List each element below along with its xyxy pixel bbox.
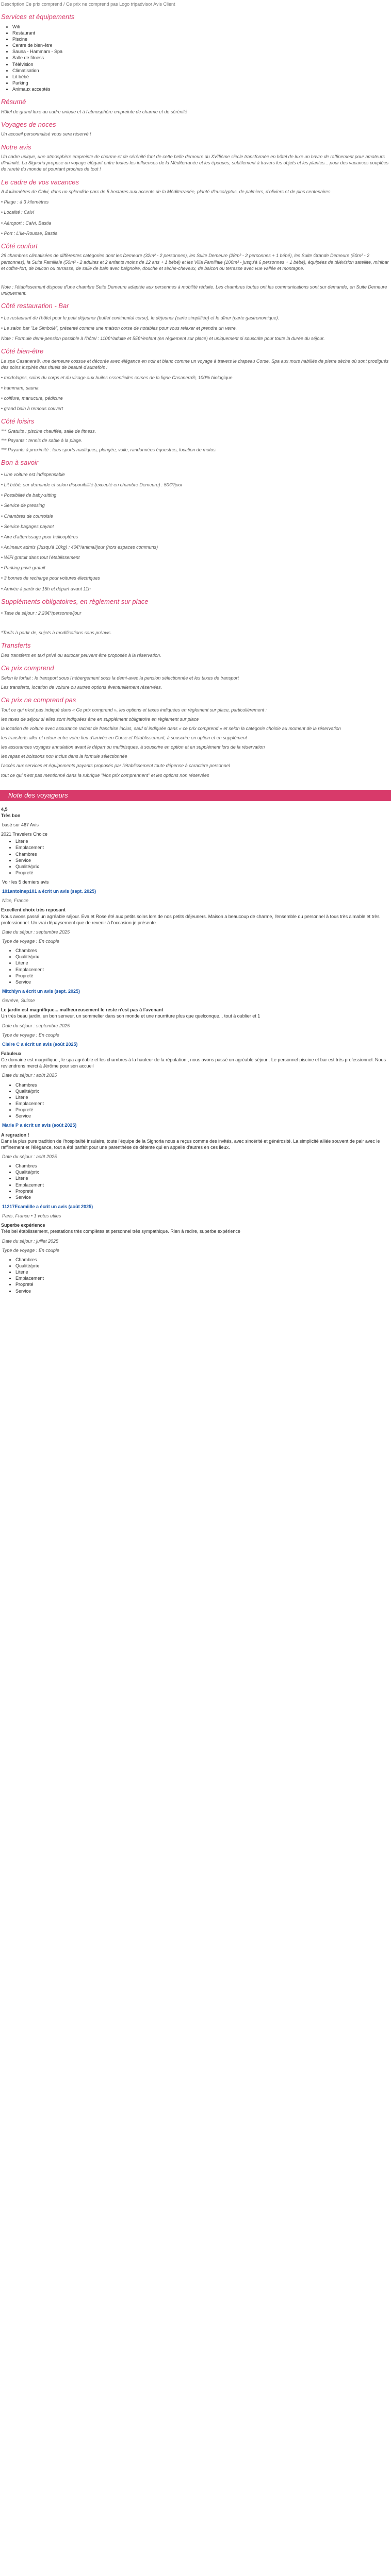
review-item xyxy=(1,1122,390,1200)
bien-list xyxy=(1,375,390,412)
review-text: Nous avons passé un agréable séjour. Eva et Rose été aux petits soins lors de nos petits déjeuners. Maison a beaucoup de charme, l'ensemble du personnel à tous très aimable et très professionnel. Un vrai dépaysement que de revenir à l'occasion je présente. xyxy=(1,913,380,925)
supp-note: *Tarifs à partir de, sujets à modifications sans préavis. xyxy=(1,630,112,636)
list-item: • Qualité/prix xyxy=(15,1263,390,1269)
necomprend-p2: les taxes de séjour si elles sont indiquées être en supplément obligatoire en règlement sur place xyxy=(1,716,199,722)
review-date: Date du séjour : août 2025 xyxy=(2,1073,57,1078)
loisirs-gratuits: *** Gratuits : piscine chauffée, salle de fitness. xyxy=(1,428,96,434)
resume-title: Résumé xyxy=(1,98,26,106)
services-title: Services et équipements xyxy=(1,13,75,21)
review-item xyxy=(1,1041,390,1120)
list-item: • Literie xyxy=(15,838,390,844)
list-item: • hammam, sauna xyxy=(1,385,390,391)
list-item: • Piscine xyxy=(12,36,391,42)
review-location: Paris, France • 1 votes utiles xyxy=(2,1213,61,1219)
list-item: • Le salon bar "Le Simbolè", présenté comme une maison corse de notables pour vous relaxer et prendre un verre. xyxy=(1,325,390,331)
list-item: • Qualité/prix xyxy=(15,954,390,960)
review-count-link[interactable]: Voir les 5 derniers avis xyxy=(2,879,49,885)
list-item: • Emplacement xyxy=(15,1100,390,1107)
list-item: • Chambres xyxy=(15,947,390,954)
review-item xyxy=(1,1204,390,1294)
list-item: • 3 bornes de recharge pour voitures électriques xyxy=(1,575,390,581)
list-item: • Lit bébé, sur demande et selon disponibilité (excepté en chambre Demeure) : 50€*/jour xyxy=(1,482,390,488)
comprend-title: Ce prix comprend xyxy=(1,664,54,672)
review-title: Le jardin est magnifique... malheureusement le reste n'est pas à l'avenant xyxy=(1,1007,164,1013)
list-item: • Chambres xyxy=(15,1163,390,1169)
list-item: • modelages, soins du corps et du visage aux huiles essentielles corses de la ligne Casanera®, 100% biologique xyxy=(1,375,390,381)
review-author[interactable]: 11217Ecamiille a écrit un avis (août 2025) xyxy=(2,1204,93,1209)
list-item: • Chambres xyxy=(15,1257,390,1263)
list-item: • grand bain à remous couvert xyxy=(1,405,390,412)
comprend-p1: Selon le forfait : le transport sous l'hébergement sous la demi-avec la pension sélectionnée et les taxes de transport xyxy=(1,675,239,681)
review-text: Un très beau jardin, un bon serveur, un sommelier dans son monde et une nourriture plus que quelconque... tout à oublier et 1 xyxy=(1,1013,260,1019)
list-item: • Port : L'Ile-Rousse, Bastia xyxy=(1,230,390,236)
resto-title: Côté restauration - Bar xyxy=(1,302,69,310)
review-based: basé sur 467 Avis xyxy=(2,822,39,827)
review-location: Genève, Suisse xyxy=(2,998,35,1004)
review-title: Fabuleux xyxy=(1,1051,22,1057)
review-date: Date du séjour : septembre 2025 xyxy=(2,929,70,935)
confort-p2: Note : l'établissement dispose d'une chambre Suite Demeure adaptée aux personnes à mobilité réduite. Les chambres toutes ont les communications sont sur demande, en Suite Demeure uniquement. xyxy=(1,284,387,296)
review-author[interactable]: Marie P a écrit un avis (août 2025) xyxy=(2,1123,77,1128)
list-item: • Aire d'atterrissage pour hélicoptères xyxy=(1,534,390,540)
loisirs-title: Côté loisirs xyxy=(1,417,35,426)
avis-title: Notre avis xyxy=(1,143,31,151)
list-item: • Emplacement xyxy=(15,967,390,973)
list-item: • Service xyxy=(15,1113,390,1119)
list-item: • Aéroport : Calvi, Bastia xyxy=(1,220,390,226)
list-item: • Sauna - Hammam - Spa xyxy=(12,48,391,55)
necomprend-p8: tout ce qui n'est pas mentionné dans la rubrique "Nos prix comprennent" et les options non réservées xyxy=(1,772,209,778)
list-item: • Animaux admis (Jusqu'à 10kg) : 40€*/animal/jour (hors espaces communs) xyxy=(1,544,390,550)
review-award: 2021 Travelers Choice xyxy=(1,832,48,837)
list-item: • coiffure, manucure, pédicure xyxy=(1,395,390,401)
review-title: Superbe expérience xyxy=(1,1223,45,1228)
reviews-banner-title: Note des voyageurs xyxy=(8,791,68,799)
review-criteria xyxy=(8,838,390,876)
list-item: • Chambres de courtoisie xyxy=(1,513,390,519)
savoir-list xyxy=(1,471,390,592)
review-item xyxy=(1,988,390,1038)
list-item: • Qualité/prix xyxy=(15,1088,390,1094)
list-item: • Emplacement xyxy=(15,1182,390,1188)
voyages-text: Un accueil personnalisé vous sera réservé ! xyxy=(1,131,91,137)
list-item: • Localité : Calvi xyxy=(1,209,390,215)
list-item: • Propreté xyxy=(15,973,390,979)
list-item: • Service xyxy=(15,979,390,985)
list-item: • Propreté xyxy=(15,1107,390,1113)
necomprend-p7: l'accès aux services et équipements payants proposés par l'établissement toute dépense à caractère personnel xyxy=(1,763,230,769)
review-type: Type de voyage : En couple xyxy=(2,939,59,944)
review-criteria xyxy=(8,1082,390,1120)
voyages-title: Voyages de noces xyxy=(1,120,56,128)
list-item: • Centre de bien-être xyxy=(12,42,391,48)
list-item: • Chambres xyxy=(15,1082,390,1088)
bien-intro: Le spa Casanera®, une demeure cossue et décorée avec élégance en noir et blanc comme un voyage à travers le drapeau Corse. Spa aux murs habillés de pierre sèche où sont prodigués des soins inspirés des rituels de beauté d'autrefois : xyxy=(1,358,389,370)
list-item: • Emplacement xyxy=(15,1275,390,1281)
resto-list xyxy=(1,315,390,331)
review-score: 4,5 xyxy=(1,806,8,812)
review-title: Excellent choix très reposant xyxy=(1,907,66,913)
review-type: Type de voyage : En couple xyxy=(2,1032,59,1038)
cadre-list xyxy=(1,199,390,236)
necomprend-p6: les repas et boissons non inclus dans la formule sélectionnée xyxy=(1,754,127,759)
review-date: Date du séjour : septembre 2025 xyxy=(2,1023,70,1028)
review-text: Ce domaine est magnifique , le spa agréable et les chambres à la hauteur de la réputation , nous avons passé un agréable séjour . Le personnel piscine et bar est très professionnel. Nous reviendrons merci à Jérôme pour son accueil xyxy=(1,1057,386,1069)
list-item: • Parking privé gratuit xyxy=(1,565,390,571)
list-item: • Qualité/prix xyxy=(15,863,390,870)
savoir-title: Bon à savoir xyxy=(1,459,39,467)
review-score-label: Très bon xyxy=(1,812,21,818)
necomprend-p1: Tout ce qui n'est pas indiqué dans « Ce prix comprend », les options et taxes indiquées en règlement sur place, particulièrement : xyxy=(1,707,267,713)
list-item: • Chambres xyxy=(15,851,390,857)
supp-title: Suppléments obligatoires, en règlement sur place xyxy=(1,597,149,605)
list-item: • Service de pressing xyxy=(1,502,390,509)
list-item: • Climatisation xyxy=(12,67,391,74)
review-criteria xyxy=(8,1163,390,1200)
supp-list xyxy=(1,610,390,616)
confort-p1: 29 chambres climatisées de différentes catégories dont les Demeure (32m² - 2 personnes), les Suite Demeure (28m² - 2 personnes + 1 bébé), les Suite Grande Demeure (50m² - 2 personnes), la Suite Familiale (50m² - 2 adultes et 2 enfants moins de 12 ans + 1 bébé) et les Villa Familiale (100m² - jusqu'à 6 personnes + 1 bébé), équipées de télévision satellite, minibar et coffre-fort, de balcon ou terrasse, de salle de bain avec baignoire, douche et sèche-cheveux, de balcon ou terrasse avec vue vallée et montagne. xyxy=(1,253,389,271)
list-item: • Taxe de séjour : 2,20€*/personne/jour xyxy=(1,610,390,616)
review-item xyxy=(1,888,390,985)
review-criteria xyxy=(8,947,390,985)
list-item: • Lit bébé xyxy=(12,74,391,80)
necomprend-p3: la location de voiture avec assurance rachat de franchise inclus, sauf si indiquée dans « ce prix comprend » et selon la catégorie choisie au moment de la réservation xyxy=(1,725,341,731)
transferts-title: Transferts xyxy=(1,641,31,650)
top-nav-links[interactable]: Description Ce prix comprend / Ce prix ne comprend pas Logo tripadvisor Avis Client xyxy=(1,2,175,7)
list-item: • Salle de fitness xyxy=(12,55,391,61)
resto-note: Note : Formule demi-pension possible à l'hôtel : 110€*/adulte et 55€*/enfant (en règlement sur place) et uniquement si souscrite pour toute la durée du séjour. xyxy=(1,335,325,341)
loisirs-payants: *** Payants : tennis de sable à la plage. xyxy=(1,438,83,444)
list-item: • Une voiture est indispensable xyxy=(1,471,390,478)
list-item: • Literie xyxy=(15,1175,390,1181)
list-item: • Wifi xyxy=(12,24,391,30)
list-item: • Propreté xyxy=(15,870,390,876)
review-date: Date du séjour : août 2025 xyxy=(2,1154,57,1159)
cadre-title: Le cadre de vos vacances xyxy=(1,178,79,186)
review-title: A regrazion ! xyxy=(1,1132,29,1138)
necomprend-p5: les assurances voyages annulation avant le départ ou multirisques, à souscrire en option et en supplément lors de la réservation xyxy=(1,744,265,750)
list-item: • WiFi gratuit dans tout l'établissement xyxy=(1,554,390,561)
review-date: Date du séjour : juillet 2025 xyxy=(2,1238,59,1244)
confort-title: Côté confort xyxy=(1,242,38,250)
list-item: • Service xyxy=(15,857,390,863)
review-location: Nice, France xyxy=(2,898,29,904)
reviews-summary xyxy=(1,806,390,886)
review-author[interactable]: Mitchlyn a écrit un avis (sept. 2025) xyxy=(2,989,80,994)
necomprend-title: Ce prix ne comprend pas xyxy=(1,696,76,704)
services-list xyxy=(7,24,391,93)
loisirs-proximite: *** Payants à proximité : tous sports nautiques, plongée, voile, randonnées équestres, location de motos. xyxy=(1,447,217,453)
list-item: • Parking xyxy=(12,80,391,86)
review-list xyxy=(0,888,391,1294)
review-author[interactable]: 101antoinep101 a écrit un avis (sept. 2025) xyxy=(2,889,96,894)
list-item: • Arrivée à partir de 15h et départ avant 11h xyxy=(1,586,390,592)
review-criteria xyxy=(8,1257,390,1294)
list-item: • Propreté xyxy=(15,1188,390,1194)
list-item: • Animaux acceptés xyxy=(12,86,391,92)
list-item: • Service xyxy=(15,1194,390,1200)
avis-text: Un cadre unique, une atmosphère empreinte de charme et de sérénité font de cette belle demeure du XVIIième siècle transformée en hôtel de luxe un havre de raffinement pour amateurs d'intimité. La Signoria propose un voyage élégant entre toutes les influences de la Méditerranée et les époques, subtilement à travers les objets et les plantes... pour des vacances couplées de rareté du monde et pourtant proches de tout ! xyxy=(1,154,389,172)
review-type: Type de voyage : En couple xyxy=(2,1247,59,1253)
list-item: • Plage : à 3 kilomètres xyxy=(1,199,390,205)
list-item: • Propreté xyxy=(15,1281,390,1287)
bien-title: Côté bien-être xyxy=(1,347,44,355)
review-text: Dans la plus pure tradition de l'hospitalité insulaire, toute l'équipe de la Signoria nous a reçus comme des invités, avec sincérité et générosité. La simplicité alliée souvent de pair avec le raffinement et l'élégance, tout a été parfait pour une parenthèse de détente qui en appelle d'autres en ces lieux. xyxy=(1,1138,380,1150)
review-text: Très bel établissement, prestations très complètes et personnel très sympathique. Rien à redire, superbe expérience xyxy=(1,1229,240,1234)
list-item: • Literie xyxy=(15,1094,390,1100)
resume-text: Hôtel de grand luxe au cadre unique et à l'atmosphère empreinte de charme et de sérénité xyxy=(1,109,187,114)
list-item: • Service bagages payant xyxy=(1,523,390,530)
review-author[interactable]: Claire C a écrit un avis (août 2025) xyxy=(2,1041,78,1047)
comprend-p2: Les transferts, location de voiture ou autres options éventuellement réservées. xyxy=(1,684,162,690)
list-item: • Télévision xyxy=(12,61,391,67)
transferts-text: Des transferts en taxi privé ou autocar peuvent être proposés à la réservation. xyxy=(1,653,161,658)
list-item: • Possibilité de baby-sitting xyxy=(1,492,390,498)
list-item: • Le restaurant de l'hôtel pour le petit déjeuner (buffet continental corse), le déjeuner (carte simplifiée) et le dîner (carte gastronomique). xyxy=(1,315,390,321)
list-item: • Emplacement xyxy=(15,844,390,851)
list-item: • Qualité/prix xyxy=(15,1169,390,1175)
reviews-banner xyxy=(0,790,391,801)
list-item: • Literie xyxy=(15,1269,390,1275)
list-item: • Restaurant xyxy=(12,30,391,36)
list-item: • Literie xyxy=(15,960,390,966)
list-item: • Service xyxy=(15,1288,390,1294)
cadre-text: A 4 kilomètres de Calvi, dans un splendide parc de 5 hectares aux accents de la Méditerranée, planté d'eucalyptus, de palmiers, d'oliviers et de pins centenaires. xyxy=(1,189,332,195)
necomprend-p4: les transferts aller et retour entre votre lieu d'arrivée en Corse et l'établissement, à souscrire en option et en supplément xyxy=(1,735,247,740)
